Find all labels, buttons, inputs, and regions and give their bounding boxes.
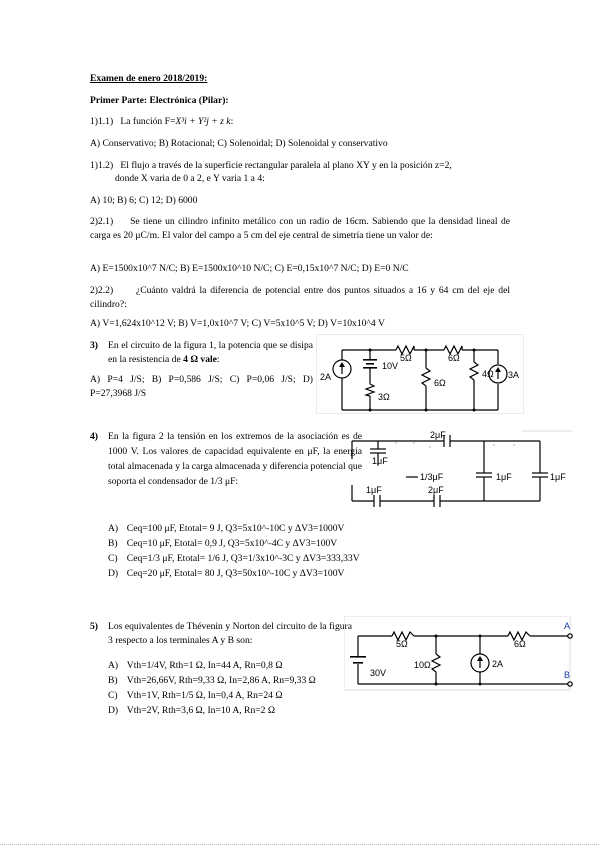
question-text-line1: El flujo a través de la superficie rectangular paralela al plano XY y en la posición z=2, [120, 160, 452, 171]
option-label: D) [108, 704, 119, 716]
terminal-a-label: A [564, 621, 571, 631]
question-number-5: 5) [90, 621, 98, 632]
label-2a: 2A [320, 372, 332, 382]
option-text: Vth=1V, Rth=1/5 Ω, In=0,4 A, Rn=24 Ω [126, 689, 283, 701]
option-text: Ceq=10 μF, Etotal= 0,9 J, Q3=5x10^-4C y ΔV3=100V [126, 537, 338, 549]
option-label: B) [108, 537, 118, 549]
page-bottom-edge [0, 844, 599, 845]
question-text: Se tiene un cilindro infinito metálico con un radio de 16cm. Sabiendo que la densidad lineal de carga es 20 μC/m. El valor del campo a 5 cm del eje central de simetría tiene un valor de: [90, 216, 510, 242]
option-a [108, 659, 316, 674]
question-3 [108, 339, 313, 368]
question-5: Los equivalentes de Thévenin y Norton del circuito de la figura 3 respecto a los terminales A y B son: [108, 621, 352, 647]
question-text: ¿Cuánto valdrá la diferencia de potencial entre dos puntos situados a 16 y 64 cm del eje del cilindro?: [90, 285, 510, 311]
question-text: En el circuito de la figura 1, la potencia que se disipa en la resistencia de [108, 340, 313, 366]
option-text: Vth=1/4V, Rth=1 Ω, In=44 A, Rn=0,8 Ω [126, 660, 283, 671]
figure-1-circuit [316, 334, 524, 414]
question-number-4: 4) [90, 431, 98, 442]
label-3a: 3A [508, 370, 520, 380]
figure-frame [344, 616, 570, 690]
question-text-line2: donde X varia de 0 a 2, e Y varia 1 a 4: [115, 173, 265, 184]
question-number: 1)1.1) [90, 116, 114, 127]
option-label: C) [108, 552, 118, 564]
label-5ohm: 5Ω [396, 639, 408, 649]
option-label: C) [108, 689, 118, 701]
battery-plate [363, 359, 377, 361]
option-text: Ceq=20 μF, Etotal= 80 J, Q3=50x10^-10C y ΔV3=100V [126, 567, 345, 579]
label-2a: 2A [492, 659, 504, 669]
label-10v: 10V [382, 361, 399, 371]
question-number: 2)2.1) [90, 216, 114, 227]
question-text-end: : [216, 354, 220, 366]
option-d [108, 567, 360, 582]
option-b [108, 537, 360, 552]
option-label: B) [108, 674, 118, 686]
question-number: 2)2.2) [90, 285, 114, 296]
label-3ohm: 3Ω [378, 392, 390, 402]
question-4-options [108, 522, 360, 581]
option-b [108, 674, 316, 689]
question-number-3: 3) [90, 340, 98, 351]
label-6ohm-v: 6Ω [434, 378, 446, 388]
battery-plate [350, 656, 366, 658]
question-suffix: : [230, 116, 234, 127]
label-10ohm: 10Ω [414, 660, 431, 670]
question-2-2 [90, 284, 510, 313]
option-text: Ceq=100 μF, Etotal= 9 J, Q3=5x10^-10C y ΔV3=1000V [126, 523, 345, 534]
label-cap-left: 1μF [372, 456, 388, 466]
figure-3-circuit [344, 616, 576, 692]
question-number: 1)1.2) [90, 160, 114, 171]
option-label: D) [108, 567, 119, 579]
question-1-1-options: A) Conservativo; B) Rotacional; C) Solenoidal; D) Solenoidal y conservativo [90, 138, 388, 149]
label-cap-right2: 1μF [550, 472, 566, 482]
label-6ohm-h: 6Ω [448, 353, 460, 363]
question-5-options [108, 659, 316, 718]
question-text: La función F= [120, 116, 176, 127]
question-3-options: A) P=4 J/S; B) P=0,586 J/S; C) P=0,06 J/S; D) P=27,3968 J/S [90, 374, 313, 400]
label-6ohm: 6Ω [514, 639, 526, 649]
question-1-2-options: A) 10; B) 6; C) 12; D) 6000 [90, 195, 198, 206]
terminal-b-label: B [564, 670, 571, 680]
question-1-1 [90, 115, 233, 129]
label-cap-right1: 1μF [496, 472, 512, 482]
label-cap-bot2: 2μF [428, 485, 444, 495]
question-text-bold: 4 Ω vale [183, 354, 217, 366]
label-cap-mid: 1/3μF [420, 472, 444, 482]
question-2-2-options: A) V=1,624x10^12 V; B) V=1,0x10^7 V; C) V=5x10^5 V; D) V=10x10^4 V [90, 318, 385, 329]
question-4: En la figura 2 la tensión en los extremos de la asociación es de 1000 V. Los valores de capacidad equivalente en μF, la energía total almacenada y la carga almacenada y diferencia potencial que soporta el condensador de 1/3 μF: [108, 431, 362, 487]
part-title: Primer Parte: Electrónica (Pilar): [90, 95, 229, 106]
label-5ohm: 5Ω [400, 353, 412, 363]
option-label: A) [108, 660, 119, 671]
formula: X³i + Y²j + z k [175, 116, 231, 127]
option-c [108, 689, 316, 704]
option-text: Vth=2V, Rth=3,6 Ω, In=10 A, Rn=2 Ω [126, 704, 275, 716]
option-a [108, 522, 360, 537]
label-4ohm: 4Ω [482, 369, 494, 379]
figure-2-circuit [344, 429, 572, 515]
label-cap-bot1: 1μF [366, 485, 382, 495]
label-cap-top: 2μF [430, 430, 446, 440]
option-text: Ceq=1/3 μF, Etotal= 1/6 J, Q3=1/3x10^-3C y ΔV3=333,33V [126, 552, 360, 564]
question-2-1-options: A) E=1500x10^7 N/C; B) E=1500x10^10 N/C; C) E=0,15x10^7 N/C; D) E=0 N/C [90, 263, 409, 274]
option-d [108, 704, 316, 719]
option-text: Vth=26,66V, Rth=9,33 Ω, In=2,86 A, Rn=9,33 Ω [126, 674, 316, 686]
question-2-1 [90, 215, 510, 244]
option-c [108, 552, 360, 567]
exam-title: Examen de enero 2018/2019: [90, 73, 208, 84]
option-label: A) [108, 523, 119, 534]
label-30v: 30V [370, 668, 387, 678]
